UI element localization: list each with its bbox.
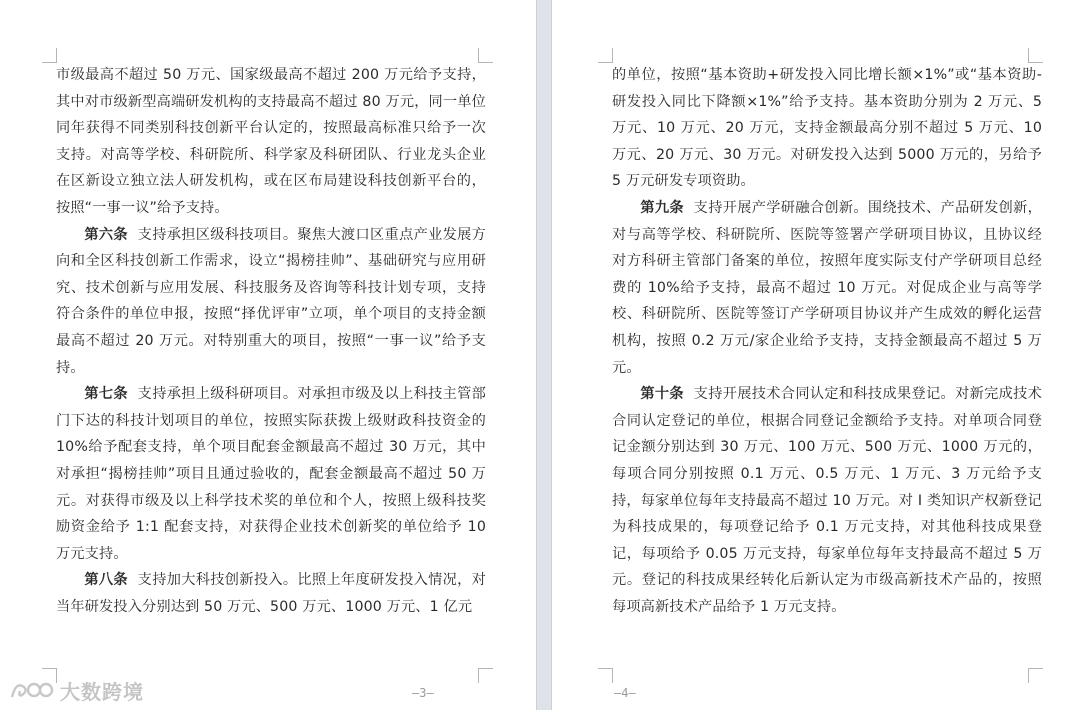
crop-mark-bottom-left <box>598 668 613 683</box>
crop-mark-top-left <box>42 48 57 63</box>
article-heading: 第六条 <box>84 226 128 243</box>
crop-mark-bottom-right <box>478 668 493 683</box>
crop-mark-top-right <box>1028 48 1043 63</box>
article-heading: 第七条 <box>84 386 128 403</box>
crop-mark-top-left <box>598 48 613 63</box>
document-page-4 <box>552 0 1080 710</box>
page-number: —3— <box>412 686 434 700</box>
article-paragraph <box>612 195 1042 381</box>
article-paragraph <box>56 381 486 567</box>
article-paragraph <box>56 567 486 620</box>
crop-mark-bottom-right <box>1028 668 1043 683</box>
paragraph-text: 支持开展产学研融合创新。围绕技术、产品研发创新，对与高等学校、科研院所、医院等签署产学研项目协议，且协议经对方科研主管部门备案的单位，按照年度实际支付产学研项目总经费的 10%给予支持，最高不超过 10 万元。对促成企业与高等学校、科研院所、医院等签订产学研项目协议并产生成效的孵化运营机构，按照 0.2 万元/家企业给予支持，支持金额最高不超过 5 万元。 <box>612 199 1043 376</box>
article-heading: 第九条 <box>640 199 684 216</box>
article-paragraph <box>612 381 1042 620</box>
logo-swirl-icon <box>8 677 56 703</box>
crop-mark-top-right <box>478 48 493 63</box>
page-body-text <box>612 62 1042 620</box>
paragraph-text: 的单位，按照“基本资助+研发投入同比增长额×1%”或“基本资助-研发投入同比下降额×1%”给予支持。基本资助分别为 2 万元、5 万元、10 万元、20 万元，支持金额最高分别不超过 5 万元、10 万元、20 万元、30 万元。对研发投入达到 5000 万元的，另给予 5 万元研发专项资助。 <box>612 67 1042 190</box>
document-page-3 <box>0 0 536 710</box>
paragraph-text: 支持承担上级科研项目。对承担市级及以上科技主管部门下达的科技计划项目的单位，按照实际获拨上级财政科技资金的 10%给予配套支持，单个项目配套金额最高不超过 30 万元，其中对承担“揭榜挂帅”项目且通过验收的，配套金额最高不超过 50 万元。对获得市级及以上科学技术奖的单位和个人，按照上级科技奖励资金给予 1:1 配套支持，对获得企业技术创新奖的单位给予 10 万元支持。 <box>56 386 487 562</box>
article-heading: 第十条 <box>640 386 684 403</box>
paragraph-text: 支持承担区级科技项目。聚焦大渡口区重点产业发展方向和全区科技创新工作需求，设立“揭榜挂帅”、基础研究与应用研究、技术创新与应用发展、科技服务及咨询等科技计划专项，支持符合条件的单位申报，按照“择优评审”立项，单个项目的支持金额最高不超过 20 万元。对特别重大的项目，按照“一事一议”给予支持。 <box>56 226 487 376</box>
article-paragraph <box>56 222 486 382</box>
paragraph <box>612 62 1042 195</box>
paragraph-text: 支持开展技术合同认定和科技成果登记。对新完成技术合同认定登记的单位，根据合同登记金额给予支持。对单项合同登记金额分别达到 30 万元、100 万元、500 万元、1000 万元的，每项合同分别按照 0.1 万元、0.5 万元、1 万元、3 万元给予支持，每家单位每年支持最高不超过 10 万元。对 I 类知识产权新登记为科技成果的，每项登记给予 0.1 万元支持，对其他科技成果登记，每项给予 0.05 万元支持，每家单位每年支持最高不超过 5 万元。登记的科技成果经转化后新认定为市级高新技术产品的，按照每项高新技术产品给予 1 万元支持。 <box>612 386 1043 615</box>
page-body-text <box>56 62 486 620</box>
paragraph <box>56 62 486 222</box>
paragraph-text: 支持加大科技创新投入。比照上年度研发投入情况，对当年研发投入分别达到 50 万元、500 万元、1000 万元、1 亿元 <box>56 572 487 615</box>
page-gutter <box>536 0 552 710</box>
page-number: —4— <box>614 686 636 700</box>
watermark <box>8 676 144 704</box>
article-heading: 第八条 <box>84 572 128 589</box>
watermark-text: 大数跨境 <box>60 679 144 704</box>
paragraph-text: 市级最高不超过 50 万元、国家级最高不超过 200 万元给予支持，其中对市级新型高端研发机构的支持最高不超过 80 万元，同一单位同年获得不同类别科技创新平台认定的，按照最高标准只给予一次支持。对高等学校、科研院所、科学家及科研团队、行业龙头企业在区新设立独立法人研发机构，或在区布局建设科技创新平台的，按照“一事一议”给予支持。 <box>56 67 486 216</box>
